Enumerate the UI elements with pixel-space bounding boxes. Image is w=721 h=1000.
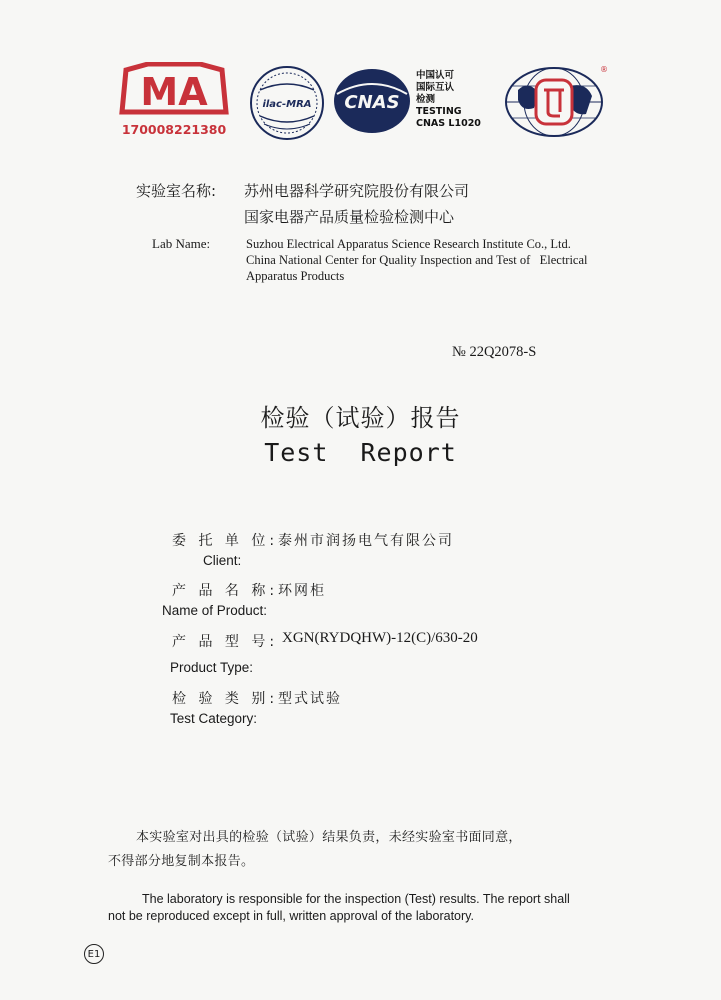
- lab-name-cn-1: 苏州电器科学研究院股份有限公司: [244, 182, 470, 200]
- disclaimer-cn: [108, 826, 628, 874]
- product-name-label-en: Name of Product:: [162, 603, 268, 618]
- lab-name-en: [246, 236, 646, 284]
- cqc-registered-mark: ®: [600, 65, 608, 74]
- disclaimer-en-1: The laboratory is responsible for the inspection (Test) results. The report shall: [142, 892, 570, 906]
- cnas-line-2: 国际互认: [416, 82, 455, 93]
- ilac-mra-logo: [248, 64, 326, 142]
- cnas-line-5: CNAS L1020: [416, 118, 481, 129]
- cnas-line-3: 检测: [416, 94, 436, 105]
- disclaimer-cn-2: 不得部分地复制本报告。: [108, 854, 255, 869]
- product-name-label-cn: 产 品 名 称:: [172, 583, 279, 599]
- report-title-cn: 检验（试验）报告: [260, 404, 461, 432]
- disclaimer-cn-1: 本实验室对出具的检验（试验）结果负责，未经实验室书面同意，: [136, 830, 522, 845]
- product-name-value: 环网柜: [278, 583, 326, 599]
- circled-mark: E1: [84, 944, 104, 964]
- client-label-cn: 委 托 单 位:: [172, 533, 279, 549]
- test-category-label-cn: 检 验 类 别:: [172, 691, 279, 707]
- cnas-logo-text: CNAS: [344, 92, 400, 113]
- product-type-value: XGN(RYDQHW)-12(C)/630-20: [282, 630, 478, 646]
- cnas-logo: [331, 66, 413, 136]
- lab-name-label-cn: 实验室名称:: [136, 182, 217, 200]
- lab-name-label-en: Lab Name:: [152, 236, 211, 251]
- cnas-line-1: 中国认可: [416, 70, 455, 81]
- lab-name-en-3: Apparatus Products: [246, 269, 345, 283]
- cma-number: 170008221380: [121, 122, 227, 137]
- lab-name-en-2: China National Center for Quality Inspection and Test of Electrical: [246, 253, 588, 267]
- report-title-en: Test Report: [264, 438, 457, 467]
- cnas-accreditation-text: [416, 70, 481, 130]
- cnas-line-4: TESTING: [416, 106, 462, 117]
- product-type-label-cn: 产 品 型 号:: [172, 634, 279, 650]
- client-label-en: Client:: [203, 553, 242, 568]
- product-type-label-en: Product Type:: [170, 660, 254, 675]
- test-category-label-en: Test Category:: [170, 711, 258, 726]
- disclaimer-en-2: not be reproduced except in full, written approval of the laboratory.: [108, 909, 474, 923]
- ilac-mra-text: ilac-MRA: [262, 99, 312, 110]
- client-value: 泰州市润扬电气有限公司: [278, 533, 454, 549]
- cqc-globe-logo: [498, 60, 610, 140]
- cma-logo-text: MA: [140, 70, 208, 114]
- disclaimer-en: [108, 891, 628, 925]
- test-category-value: 型式试验: [278, 691, 342, 707]
- cma-logo: [118, 62, 230, 140]
- lab-name-cn-2: 国家电器产品质量检验检测中心: [244, 208, 455, 226]
- report-number: № 22Q2078-S: [452, 344, 537, 360]
- lab-name-en-1: Suzhou Electrical Apparatus Science Research Institute Co., Ltd.: [246, 237, 571, 251]
